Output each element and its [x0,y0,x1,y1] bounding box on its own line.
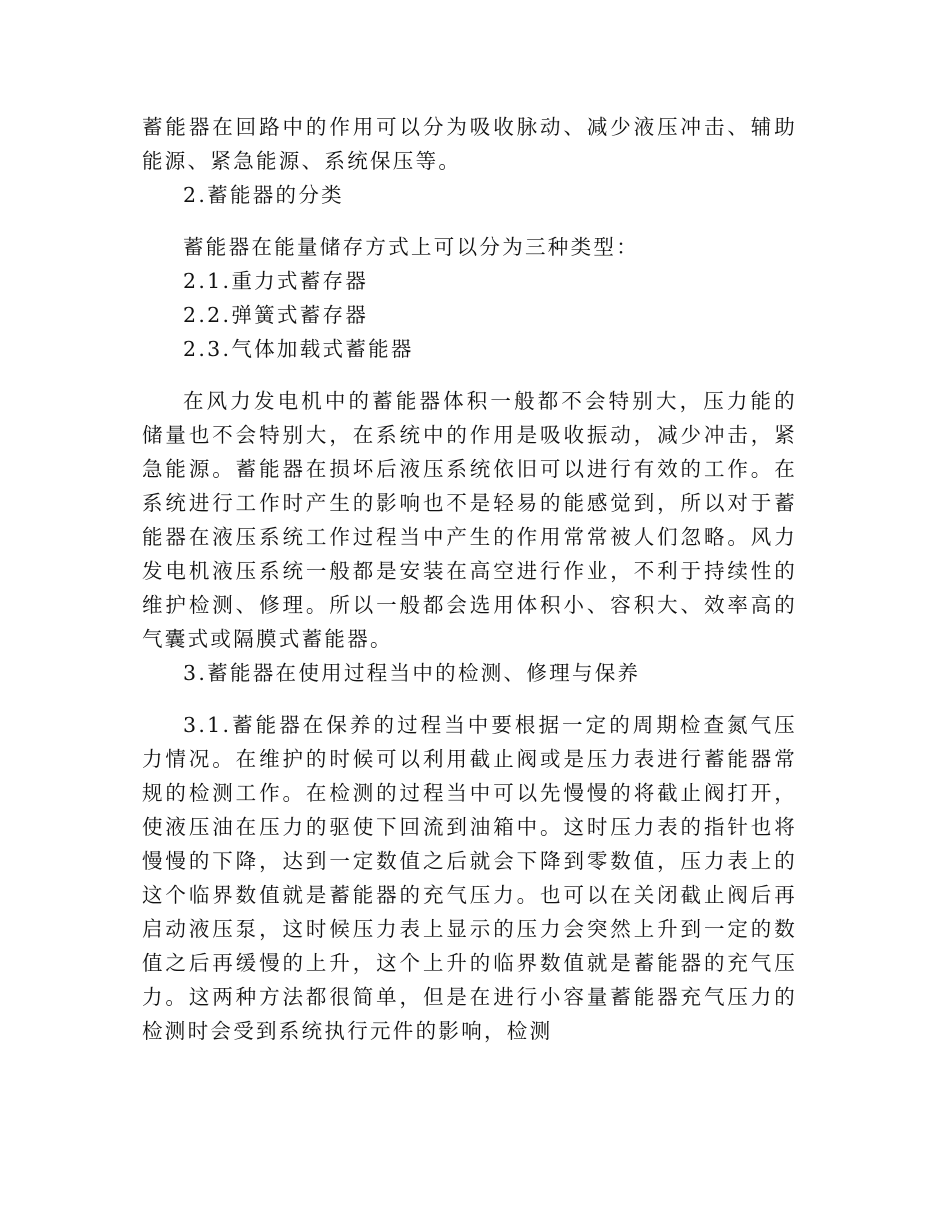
list-item-gravity-type: 2.1.重力式蓄存器 [183,269,369,293]
paragraph-accumulator-functions: 蓄能器在回路中的作用可以分为吸收脉动、减少液压冲击、辅助能源、紧急能源、系统保压等。 [142,115,797,173]
document-body [142,110,797,1048]
heading-inspection-repair-maintenance: 3.蓄能器在使用过程当中的检测、修理与保养 [183,661,641,685]
paragraph-wind-turbine-accumulator: 在风力发电机中的蓄能器体积一般都不会特别大，压力能的储量也不会特别大，在系统中的作用是吸收振动，减少冲击，紧急能源。蓄能器在损坏后液压系统依旧可以进行有效的工作。在系统进行工作时产生的影响也不是轻易的能感觉到，所以对于蓄能器在液压系统工作过程当中产生的作用常常被人们忽略。风力发电机液压系统一般都是安装在高空进行作业，不利于持续性的维护检测、修理。所以一般都会选用体积小、容积大、效率高的气囊式或隔膜式蓄能器。 [142,389,797,651]
paragraph-three-types-intro: 蓄能器在能量储存方式上可以分为三种类型： [183,235,639,259]
list-item-spring-type: 2.2.弹簧式蓄存器 [183,303,369,327]
paragraph-nitrogen-pressure-check: 3.1.蓄能器在保养的过程当中要根据一定的周期检查氮气压力情况。在维护的时候可以利用截止阀或是压力表进行蓄能器常规的检测工作。在检测的过程当中可以先慢慢的将截止阀打开，使液压油在压力的驱使下回流到油箱中。这时压力表的指针也将慢慢的下降，达到一定数值之后就会下降到零数值，压力表上的这个临界数值就是蓄能器的充气压力。也可以在关闭截止阀后再启动液压泵，这时候压力表上显示的压力会突然上升到一定的数值之后再缓慢的上升，这个上升的临界数值就是蓄能器的充气压力。这两种方法都很简单，但是在进行小容量蓄能器充气压力的检测时会受到系统执行元件的影响，检测 [142,713,797,1043]
list-item-gas-loaded-type: 2.3.气体加载式蓄能器 [183,337,414,361]
heading-accumulator-classification: 2.蓄能器的分类 [183,183,344,207]
